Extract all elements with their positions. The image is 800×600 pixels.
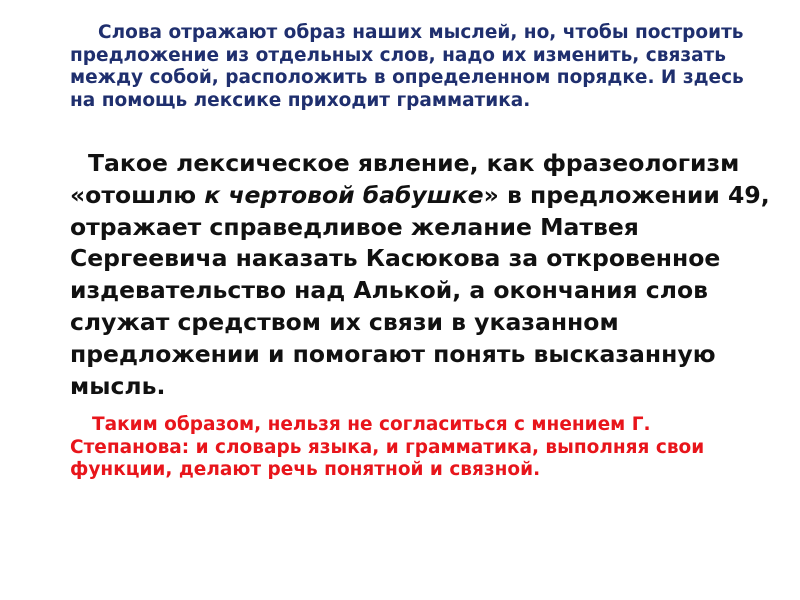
paragraph-2-text-start: Такое лексическое явление, как фразеологизм «отошлю <box>70 149 740 209</box>
paragraph-conclusion: Таким образом, нельзя не согласиться с мнением Г. Степанова: и словарь языка, и грамматика, выполняя свои функции, делают речь понятной и связной. <box>70 414 705 480</box>
paragraph-grammar-intro: Слова отражают образ наших мыслей, но, чтобы построить предложение из отдельных слов, надо их изменить, связать между собой, расположить в определенном порядке. И здесь на помощь лексике приходит грамматика. <box>70 22 744 111</box>
phraseologism-italic: к чертовой бабушке <box>204 180 484 209</box>
paragraph-phraseologism-analysis <box>70 148 785 402</box>
paragraph-2-text-end: » в предложении 49, отражает справедливое желание Матвея Сергеевича наказать Касюкова за откровенное издевательство над Алькой, а окончания слов служат средством их связи в указанном предложении и помогают понять высказанную мысль. <box>70 180 770 400</box>
